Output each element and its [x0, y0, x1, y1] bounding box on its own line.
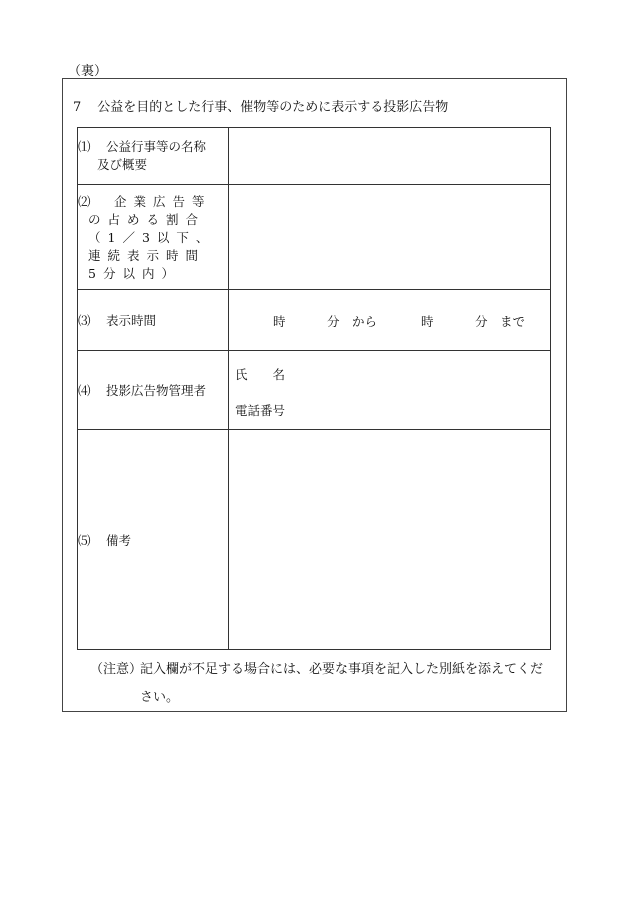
- label-remarks: [78, 430, 229, 650]
- item-number: ⑷: [78, 383, 91, 398]
- label-text: 表示時間: [106, 313, 157, 328]
- minute-from: 分 から: [327, 314, 378, 329]
- item-number: ⑶: [78, 313, 91, 328]
- row-ad-ratio: [78, 185, 551, 290]
- hour-unit-from: 時: [273, 314, 286, 329]
- page-side-label: （裏）: [68, 64, 108, 79]
- label-event-name: [78, 128, 229, 185]
- note-text-cont: さい。: [140, 690, 180, 705]
- remarks-field[interactable]: [229, 430, 551, 650]
- section-title: 公益を目的とした行事、催物等のために表示する投影広告物: [97, 100, 449, 115]
- label-manager: [78, 351, 229, 430]
- label-text-cont: 5分以内）: [88, 266, 181, 281]
- label-ad-ratio: [78, 185, 229, 290]
- label-text-cont: 及び概要: [97, 157, 148, 172]
- manager-field[interactable]: [229, 351, 551, 430]
- section-number: 7: [73, 100, 82, 115]
- minute-to: 分 まで: [475, 314, 526, 329]
- event-name-field[interactable]: [229, 128, 551, 185]
- label-text-cont: （1／3以下、: [88, 230, 216, 245]
- row-event-name: [78, 128, 551, 185]
- manager-name-label: 氏 名: [235, 367, 286, 382]
- row-remarks: [78, 430, 551, 650]
- row-display-time: [78, 290, 551, 351]
- application-table: [77, 127, 551, 650]
- label-text-cont: 連続表示時間: [88, 248, 206, 263]
- display-time-field[interactable]: [229, 290, 551, 351]
- item-number: ⑴: [78, 139, 91, 154]
- label-display-time: [78, 290, 229, 351]
- row-manager: [78, 351, 551, 430]
- item-number: ⑵: [78, 194, 91, 209]
- ad-ratio-field[interactable]: [229, 185, 551, 290]
- note-label: （注意）: [90, 662, 143, 677]
- label-text: 企業広告等: [114, 194, 212, 209]
- label-text: 投影広告物管理者: [106, 383, 207, 398]
- item-number: ⑸: [78, 532, 91, 548]
- note-text: 記入欄が不足する場合には、必要な事項を記入した別紙を添えてくだ: [140, 662, 544, 677]
- label-text-cont: の占める割合: [88, 212, 206, 227]
- label-text: 公益行事等の名称: [106, 139, 207, 154]
- section-heading: [73, 96, 448, 115]
- hour-unit-to: 時: [421, 314, 434, 329]
- manager-phone-label: 電話番号: [235, 403, 286, 418]
- label-text: 備考: [106, 532, 132, 548]
